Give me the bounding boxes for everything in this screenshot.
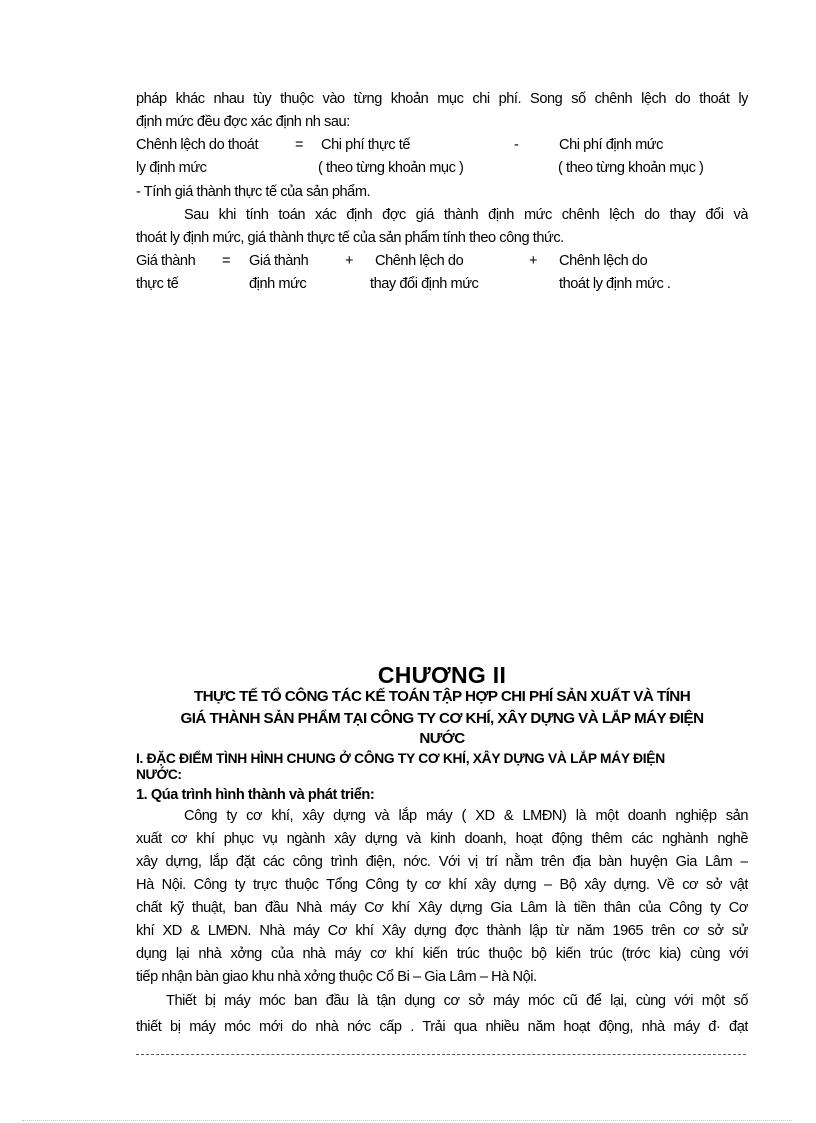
formula-term: Chênh lệch do [559,253,648,269]
paragraph-line: chất kỹ thuật, ban đầu Nhà máy Cơ khí Xây dựng Gia Lâm là tiền thân của Công ty Cơ [136,900,748,916]
formula-operator: + [345,253,354,269]
footer-divider [136,1054,746,1055]
formula-term: Chênh lệch do [375,253,464,269]
paragraph-line: Sau khi tính toán xác định đợc giá thành định mức chênh lệch do thay đổi và [184,207,748,223]
formula-term: Chênh lệch do thoát [136,137,259,153]
paragraph-line: xuất cơ khí phục vụ ngành xây dựng và kinh doanh, hoạt động thêm các nghành nghề [136,831,748,847]
formula-term: ly định mức [136,160,207,176]
formula-term: ( theo từng khoản mục ) [318,160,464,176]
chapter-subtitle: GIÁ THÀNH SẢN PHẨM TẠI CÔNG TY CƠ KHÍ, XÂY DỰNG VÀ LẮP MÁY ĐIỆN [180,710,704,727]
paragraph-line: dụng lại nhà xởng của nhà máy cơ khí kiến trúc thuộc bộ kiến trúc (trớc kia) cùng với [136,946,748,962]
formula-term: Giá thành [249,253,309,269]
paragraph-line: khí XD & LMĐN. Nhà máy Cơ khí Xây dựng đợc thành lập từ năm 1965 trên cơ sở sử [136,923,748,939]
formula-term: thay đổi định mức [370,276,479,292]
chapter-subtitle: NƯỚC [419,730,465,747]
chapter-title: CHƯƠNG II [377,662,507,688]
formula-term: Giá thành [136,253,196,269]
paragraph-line: pháp khác nhau tùy thuộc vào từng khoản mục chi phí. Song số chênh lệch do thoát ly [136,91,748,107]
formula-term: định mức [249,276,307,292]
formula-term: ( theo từng khoản mục ) [558,160,704,176]
section-heading: NƯỚC: [136,767,182,782]
formula-operator: = [222,253,231,269]
paragraph-line: thiết bị máy móc mới do nhà nớc cấp . Trải qua nhiều năm hoạt động, nhà máy đ· đạt [136,1019,748,1035]
formula-operator: + [529,253,538,269]
paragraph-line: Hà Nội. Công ty trực thuộc Tổng Công ty cơ khí xây dựng – Bộ xây dựng. Về cơ sở vật [136,877,748,893]
paragraph-line: - Tính giá thành thực tế của sản phẩm. [136,184,371,200]
formula-operator: - [514,137,519,153]
paragraph-line: Thiết bị máy móc ban đầu là tận dụng cơ sở máy móc cũ để lại, cùng với một số [166,993,748,1009]
section-heading: I. ĐẶC ĐIỂM TÌNH HÌNH CHUNG Ở CÔNG TY CƠ KHÍ, XÂY DỰNG VÀ LẮP MÁY ĐIỆN [136,751,665,766]
page-edge-dots [22,1120,792,1121]
subsection-heading: 1. Qúa trình hình thành và phát triển: [136,787,375,803]
formula-term: thoát ly định mức . [559,276,671,292]
formula-term: Chi phí thực tế [321,137,411,153]
paragraph-line: thoát ly định mức, giá thành thực tế của sản phẩm tính theo công thức. [136,230,564,246]
paragraph-line: định mức đều đợc xác định nh sau: [136,114,350,130]
formula-term: thực tế [136,276,179,292]
formula-term: Chi phí định mức [559,137,663,153]
paragraph-line: tiếp nhận bàn giao khu nhà xởng thuộc Cổ Bi – Gia Lâm – Hà Nội. [136,969,537,985]
paragraph-line: Công ty cơ khí, xây dựng và lắp máy ( XD & LMĐN) là một doanh nghiệp sản [184,808,748,824]
chapter-subtitle: THỰC TẾ TỔ CÔNG TÁC KẾ TOÁN TẬP HỢP CHI PHÍ SẢN XUẤT VÀ TÍNH [193,688,691,705]
formula-operator: = [295,137,304,153]
paragraph-line: xây dựng, lắp đặt các công trình điện, nớc. Với vị trí nằm trên địa bàn huyện Gia Lâm – [136,854,748,870]
